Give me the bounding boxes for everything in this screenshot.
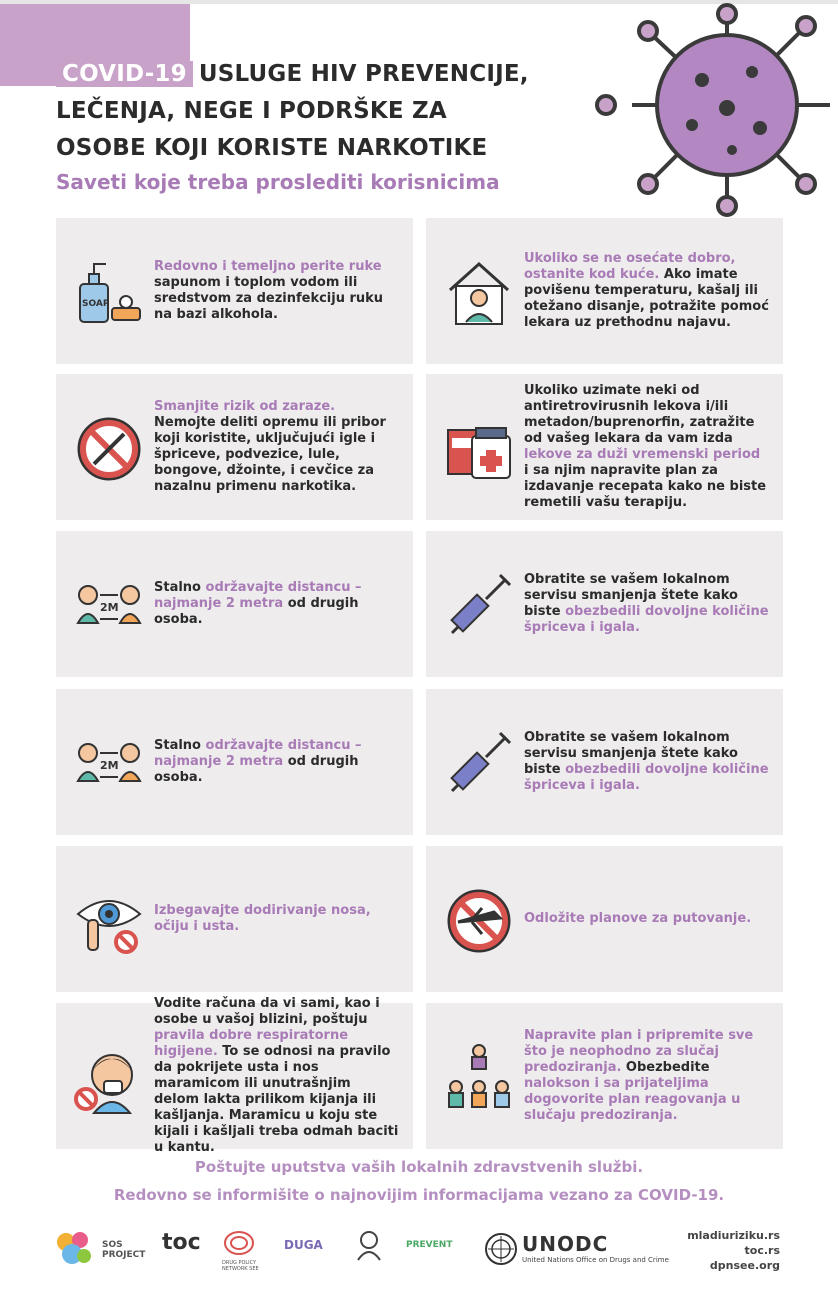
title-line-2: LEČENJA, NEGE I PODRŠKE ZA <box>56 98 447 124</box>
tip-text-segment: Vodite računa da vi sami, kao i osobe u vašoj blizini, poštuju <box>154 996 380 1027</box>
tip-card <box>56 218 413 364</box>
tip-text-highlight: Smanjite rizik od zaraze. <box>154 399 336 414</box>
tip-card <box>56 996 413 1155</box>
tip-text-highlight: obezbedili dovoljne količine špriceva i igala. <box>524 762 769 793</box>
footer-line-1: Poštujte uputstva vaših lokalnih zdravstvenih službi. <box>194 1158 644 1176</box>
unodc-subtitle: United Nations Office on Drugs and Crime <box>522 1256 669 1264</box>
unodc-logo <box>484 1232 669 1270</box>
tip-card <box>56 374 413 520</box>
svg-text:SOAP: SOAP <box>82 299 110 309</box>
tip-text-highlight: lekove za duži vremenski period <box>524 447 761 462</box>
tip-text-segment: Stalno <box>154 738 206 753</box>
tip-text-highlight: pravila dobre respiratorne higijene. <box>154 1028 349 1059</box>
tip-text-highlight: Redovno i temeljno perite ruke <box>154 259 382 274</box>
tip-text-highlight: nalokson i sa prijateljima dogovorite plan reagovanja u slučaju predoziranja. <box>524 1076 741 1123</box>
tip-text <box>154 846 399 992</box>
tip-card <box>56 846 413 992</box>
tip-text-segment: od drugih osoba. <box>154 596 359 627</box>
tip-card <box>426 374 783 520</box>
title-line-3: OSOBE KOJI KORISTE NARKOTIKE <box>56 135 488 161</box>
title-line-1: USLUGE HIV PREVENCIJE, <box>198 61 529 87</box>
no-syringe-icon <box>72 412 146 486</box>
tip-text <box>524 218 769 364</box>
sos-logo-icon <box>52 1228 96 1268</box>
toc-logo: toc <box>162 1230 201 1255</box>
tip-text-segment: i sa njim napravite plan za izdavanje recepata kako ne biste remetili vašu terapiju. <box>524 463 767 510</box>
dpn-logo-icon <box>222 1228 256 1258</box>
site-link[interactable]: dpnsee.org <box>709 1259 780 1272</box>
tip-card <box>56 689 413 835</box>
tip-text-segment: Ako imate povišenu temperaturu, kašalj ili otežano disanje, potražite pomoć lekara uz prethodnu najavu. <box>524 267 769 330</box>
site-link[interactable]: toc.rs <box>744 1244 780 1257</box>
distance-icon <box>72 727 146 801</box>
footer-line-2: Redovno se informišite o najnovijim informacijama vezano za COVID-19. <box>113 1186 725 1204</box>
virus-icon <box>592 0 838 228</box>
hands-logo-icon <box>354 1230 384 1262</box>
tip-text-highlight: obezbedili dovoljne količine špriceva i igala. <box>524 604 769 635</box>
tip-text <box>524 531 769 677</box>
tip-text-segment: Nemojte deliti opremu ili pribor koji koristite, uključujući igle i špriceve, podvezice, lule, bongove, džointe, i cevčice za nazalnu primenu narkotika. <box>154 415 386 494</box>
websites <box>687 1228 780 1273</box>
tip-text-highlight: održavajte distancu – najmanje 2 metra <box>154 580 362 611</box>
svg-text:2M: 2M <box>100 601 119 614</box>
syringe-icon <box>442 569 516 643</box>
people-plan-icon <box>442 1041 516 1115</box>
tip-card <box>426 1003 783 1149</box>
tip-card <box>426 846 783 992</box>
tip-text-segment: Obezbedite <box>621 1060 710 1075</box>
tip-text-highlight: Ukoliko se ne osećate dobro, ostanite kod kuće. <box>524 251 736 282</box>
medicine-icon <box>442 412 516 486</box>
tip-text <box>154 689 399 835</box>
tip-text <box>524 689 769 835</box>
tip-text <box>154 996 399 1155</box>
tip-card <box>426 218 783 364</box>
soap-icon <box>72 256 146 330</box>
unodc-name: UNODC <box>522 1232 609 1256</box>
sos-project-logo: SOS PROJECT <box>102 1240 146 1260</box>
page-subtitle: Saveti koje treba proslediti korisnicima <box>56 170 500 194</box>
tip-text-segment: Stalno <box>154 580 206 595</box>
tip-text-highlight: Odložite planove za putovanje. <box>524 911 752 926</box>
no-travel-icon <box>442 884 516 958</box>
tip-card <box>426 531 783 677</box>
distance-icon <box>72 569 146 643</box>
covid-tag: COVID-19 <box>56 61 193 87</box>
cough-icon <box>72 1041 146 1115</box>
tip-text-segment: Obratite se vašem lokalnom servisu smanjenja štete kako biste <box>524 730 738 777</box>
tip-text-highlight: Izbegavajte dodirivanje nosa, očiju i usta. <box>154 903 371 934</box>
tip-text-segment: To se odnosi na pravilo da pokrijete usta i nos maramicom ili unutrašnjim delom lakta prilikom kijanja ili kašljanja. Maramicu u koju ste kijali i kašljali treba odmah baciti u kantu. <box>154 1044 399 1155</box>
no-touch-face-icon <box>72 884 146 958</box>
site-link[interactable]: mladiuriziku.rs <box>687 1229 780 1242</box>
tip-text-segment: od drugih osoba. <box>154 754 359 785</box>
tip-text-segment: Ukoliko uzimate neki od antiretrovirusnih lekova i/ili metadon/buprenorfin, zatražite od vašeg lekara da vam izda <box>524 383 755 446</box>
tip-card <box>56 531 413 677</box>
tip-text-segment: Obratite se vašem lokalnom servisu smanjenja štete kako biste <box>524 572 738 619</box>
tip-text <box>154 374 399 520</box>
tip-text <box>154 531 399 677</box>
tip-text <box>524 1003 769 1149</box>
tip-text-highlight: Napravite plan i pripremite sve što je neophodno za slučaj predoziranja. <box>524 1028 754 1075</box>
tip-text <box>524 374 769 520</box>
svg-text:2M: 2M <box>100 759 119 772</box>
dpn-logo: DRUG POLICY NETWORK SEE <box>222 1260 259 1272</box>
syringe-icon <box>442 727 516 801</box>
tip-text <box>524 846 769 992</box>
stay-home-icon <box>442 256 516 330</box>
prevent-logo: PREVENT <box>406 1240 453 1250</box>
un-emblem-icon <box>484 1232 518 1266</box>
tip-card <box>426 689 783 835</box>
tip-text <box>154 218 399 364</box>
tip-text-segment: sapunom i toplom vodom ili sredstvom za dezinfekciju ruku na bazi alkohola. <box>154 275 384 322</box>
duga-logo: DUGA <box>284 1238 323 1252</box>
page-title <box>56 56 616 167</box>
tip-text-highlight: održavajte distancu – najmanje 2 metra <box>154 738 362 769</box>
